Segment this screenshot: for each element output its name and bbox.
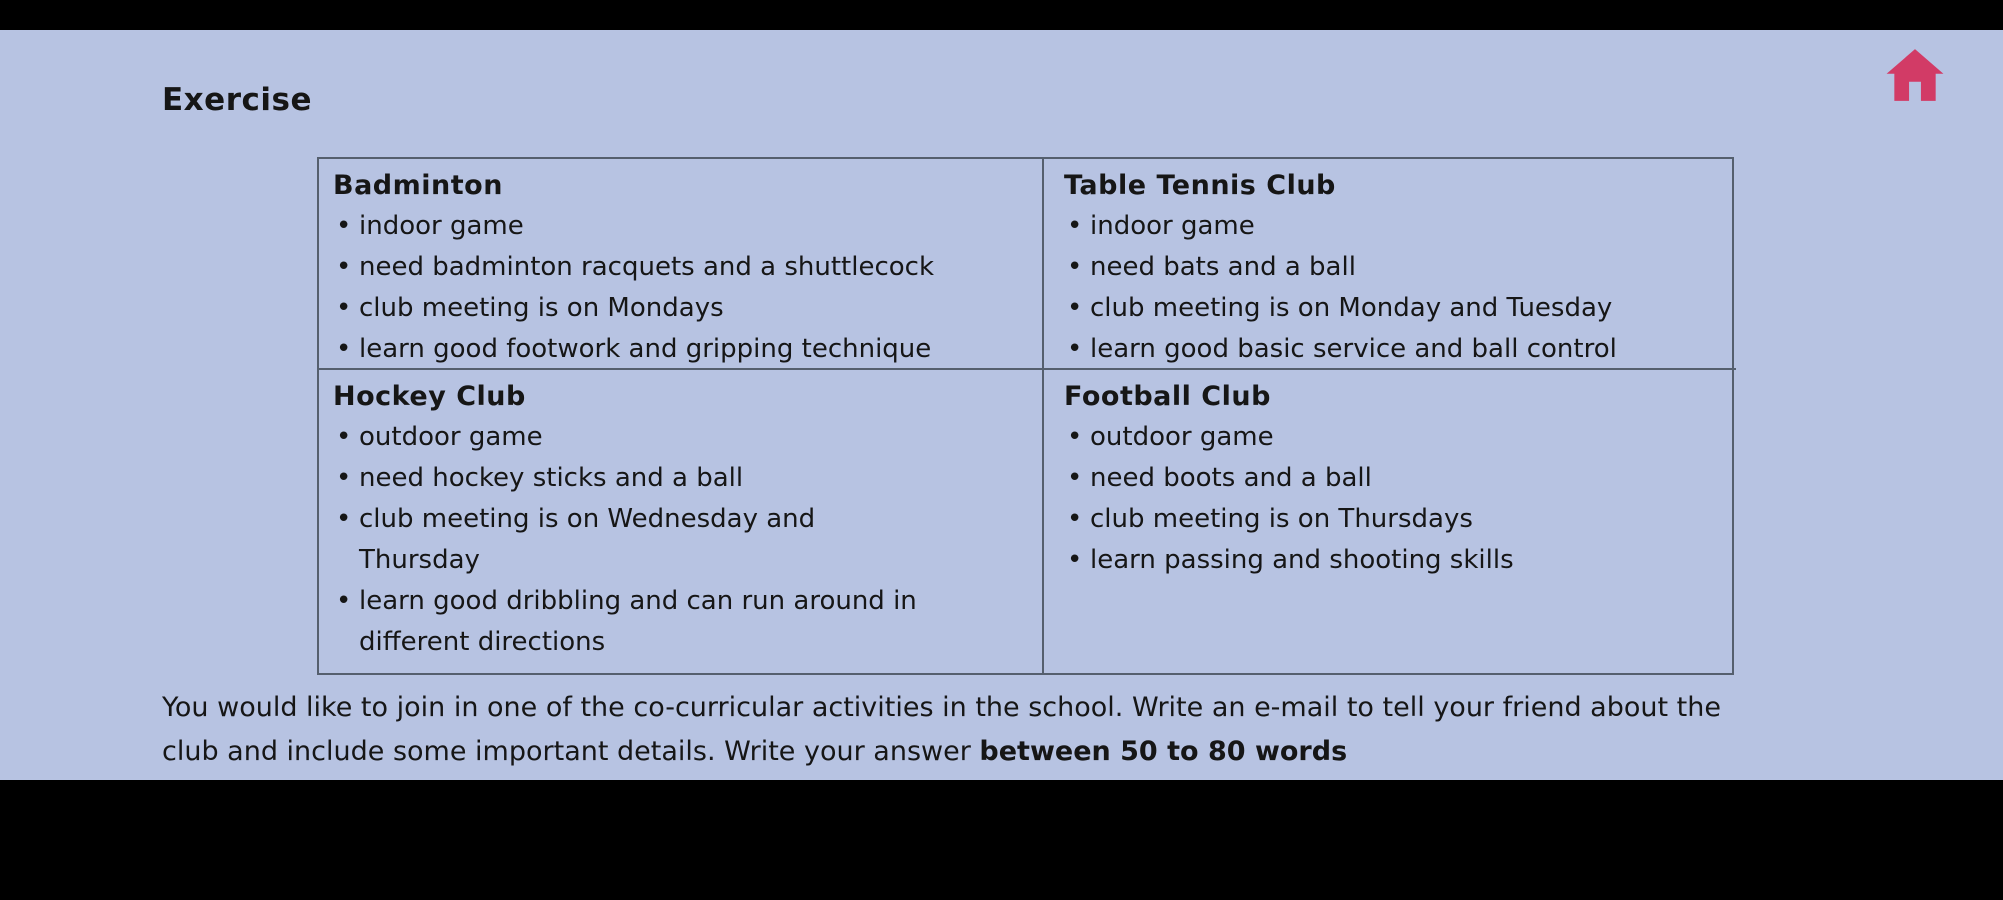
bullet-item: • outdoor game (333, 417, 943, 458)
bullet-item: • learn good basic service and ball control (1064, 329, 1722, 370)
bullet-item: • need hockey sticks and a ball (333, 458, 943, 499)
cell-title: Badminton (333, 170, 503, 201)
bullet-item: • outdoor game (1064, 417, 1722, 458)
instructions-text: You would like to join in one of the co-curricular activities in the school. Write an e-mail to tell your friend about the club and include some important details. Write your answer (162, 692, 1721, 767)
letterbox-top (0, 0, 2003, 30)
page-title: Exercise (162, 82, 312, 118)
bullet-item: • need boots and a ball (1064, 458, 1722, 499)
home-button[interactable] (1884, 44, 1946, 106)
letterbox-bottom (0, 780, 2003, 900)
home-icon (1884, 44, 1946, 106)
bullet-item: • need bats and a ball (1064, 247, 1722, 288)
bullet-item: • club meeting is on Wednesday and Thursday (333, 499, 943, 581)
bullet-item: • learn good footwork and gripping technique (333, 329, 1028, 370)
instructions (162, 686, 1752, 774)
instructions-bold-text: between 50 to 80 words (979, 736, 1348, 767)
bullet-item: • need badminton racquets and a shuttlecock (333, 247, 1028, 288)
table-cell-football (1044, 370, 1736, 673)
table-cell-badminton (319, 159, 1044, 370)
cell-title: Hockey Club (333, 381, 526, 412)
bullet-item: • indoor game (1064, 206, 1722, 247)
bullet-item: • club meeting is on Mondays (333, 288, 1028, 329)
table-cell-hockey (319, 370, 1044, 673)
bullet-item: • club meeting is on Monday and Tuesday (1064, 288, 1722, 329)
bullet-item: • learn good dribbling and can run around in different directions (333, 581, 943, 663)
bullet-item: • indoor game (333, 206, 1028, 247)
cell-title: Table Tennis Club (1064, 170, 1336, 201)
cell-title: Football Club (1064, 381, 1271, 412)
bullet-item: • club meeting is on Thursdays (1064, 499, 1722, 540)
bullet-item: • learn passing and shooting skills (1064, 540, 1722, 581)
table-cell-table-tennis (1044, 159, 1736, 370)
clubs-table (317, 157, 1734, 675)
slide (0, 30, 2003, 780)
